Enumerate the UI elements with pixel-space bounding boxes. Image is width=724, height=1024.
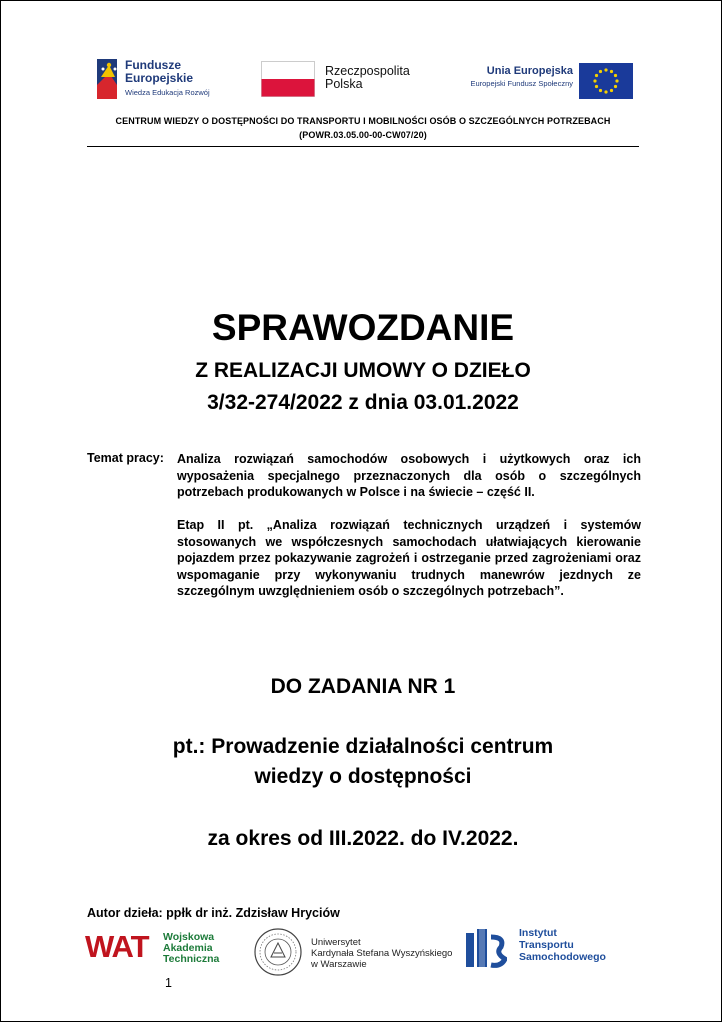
fe-title-line1: Fundusze	[125, 58, 181, 72]
rp-line1: Rzeczpospolita	[325, 64, 410, 78]
page-number: 1	[165, 976, 172, 990]
report-title: SPRAWOZDANIE	[211, 307, 515, 348]
task-line-1: pt.: Prowadzenie działalności centrum	[172, 735, 554, 758]
task-period: za okres od III.2022. do IV.2022.	[207, 827, 519, 850]
uksw-line3: w Warszawie	[311, 959, 367, 970]
its-line2: Transportu	[519, 939, 574, 951]
author-line: Autor dzieła: ppłk dr inż. Zdzisław Hryciów	[87, 906, 340, 920]
header-divider	[87, 146, 639, 147]
header-project-line2: (POWR.03.05.00-00-CW07/20)	[299, 130, 427, 140]
rzeczpospolita-polska-logo	[261, 61, 410, 102]
its-line1: Instytut	[519, 927, 557, 939]
wat-line1: Wojskowa	[163, 931, 215, 943]
its-line3: Samochodowego	[519, 951, 606, 963]
topic-paragraph-1: Analiza rozwiązań samochodów osobowych i użytkowych oraz ich wyposażenia specjalnego przeznaczonych dla osób o szczególnych potrzebach produkowanych w Polsce i na świecie – część II.	[177, 452, 641, 499]
task-heading: DO ZADANIA NR 1	[270, 675, 456, 698]
header-project-line1: CENTRUM WIEDZY O DOSTĘPNOŚCI DO TRANSPORTU I MOBILNOŚCI OSÓB O SZCZEGÓLNYCH POTRZEBACH	[115, 116, 611, 126]
topic-label: Temat pracy:	[87, 451, 164, 465]
fe-subtitle: Wiedza Edukacja Rozwój	[125, 88, 210, 97]
uksw-line2: Kardynała Stefana Wyszyńskiego	[311, 948, 453, 959]
task-line-2: wiedzy o dostępności	[254, 765, 472, 788]
eu-flag-icon	[579, 63, 633, 99]
wat-logo	[85, 929, 220, 965]
polish-flag-icon	[261, 61, 315, 97]
wat-line2: Akademia	[163, 942, 213, 954]
fe-emblem-icon	[95, 55, 121, 101]
its-emblem-icon	[465, 927, 507, 969]
uksw-seal-icon	[253, 927, 303, 977]
rp-line2: Polska	[325, 77, 363, 91]
uksw-line1: Uniwersytet	[311, 937, 361, 948]
wat-abbr: WAT	[85, 929, 149, 964]
report-contract: 3/32-274/2022 z dnia 03.01.2022	[207, 391, 519, 414]
ue-title: Unia Europejska	[486, 65, 573, 77]
topic-paragraph-2: Etap II pt. „Analiza rozwiązań technicznych urządzeń i systemów stosowanych we współczesnych samochodach ułatwiających kierowanie pojazdem przez pokazywanie zagrożeń i ostrzeganie przed zagrożeniami oraz wspomaganie przy wykonywaniu trudnych manewrów jezdnych ze szczególnym uwzględnieniem osób o szczególnych potrzebach”.	[177, 518, 641, 598]
uksw-logo	[253, 927, 453, 982]
fundusze-europejskie-logo	[95, 55, 210, 106]
ue-subtitle: Europejski Fundusz Społeczny	[470, 79, 573, 88]
fe-title-line2: Europejskie	[125, 71, 194, 85]
wat-line3: Techniczna	[163, 953, 220, 965]
report-subtitle: Z REALIZACJI UMOWY O DZIEŁO	[195, 359, 531, 382]
its-logo	[465, 927, 606, 974]
header-logos	[95, 53, 639, 103]
